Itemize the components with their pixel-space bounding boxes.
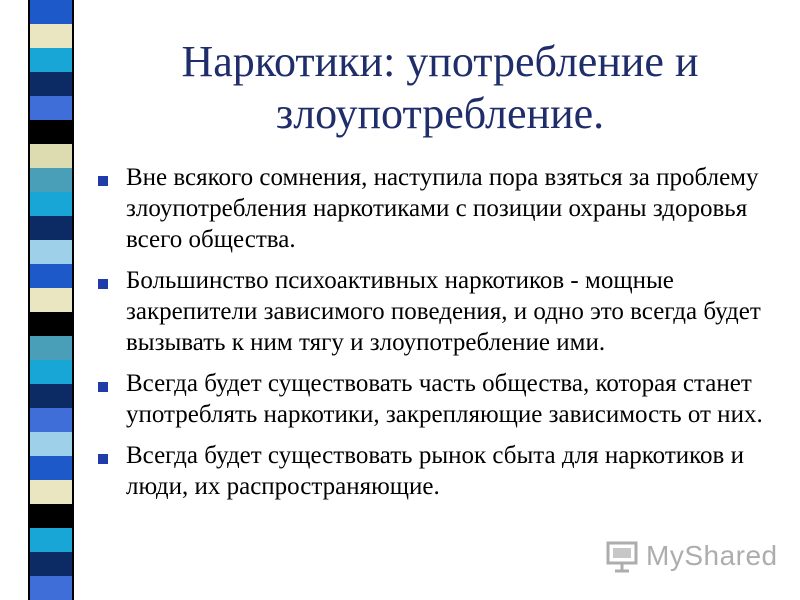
square-bullet-icon xyxy=(98,279,108,289)
stripe-segment xyxy=(30,120,72,144)
presentation-board-icon xyxy=(604,538,640,574)
stripe-segment xyxy=(30,0,72,24)
bullet-text: Вне всякого сомнения, наступила пора взяться за проблему злоупотребления наркотиками с позиции охраны здоровья всего общества. xyxy=(126,164,759,253)
stripe-segment xyxy=(30,576,72,600)
stripe-segment xyxy=(30,240,72,264)
stripe-segment xyxy=(30,72,72,96)
stripe-segment xyxy=(30,144,72,168)
stripe-segment xyxy=(30,48,72,72)
stripe-segment xyxy=(30,456,72,480)
bullet-text: Большинство психоактивных наркотиков - мощные закрепители зависимого поведения, и одно это всегда будет вызывать к ним тягу и злоупотребление ими. xyxy=(126,267,761,356)
stripe-segment xyxy=(30,480,72,504)
list-item xyxy=(98,440,788,502)
decorative-stripe-bar xyxy=(28,0,74,600)
stripe-segment xyxy=(30,408,72,432)
stripe-segment xyxy=(30,384,72,408)
square-bullet-icon xyxy=(98,382,108,392)
stripe-segment xyxy=(30,24,72,48)
stripe-segment xyxy=(30,168,72,192)
stripe-segment xyxy=(30,96,72,120)
stripe-segment xyxy=(30,504,72,528)
bullet-list xyxy=(98,162,788,512)
stripe-segment xyxy=(30,264,72,288)
bullet-text: Всегда будет существовать рынок сбыта для наркотиков и люди, их распространяющие. xyxy=(126,442,744,500)
stripe-segment xyxy=(30,288,72,312)
stripe-segment xyxy=(30,216,72,240)
stripe-segment xyxy=(30,192,72,216)
stripe-segment xyxy=(30,432,72,456)
watermark-text: MyShared xyxy=(646,540,778,571)
stripe-segment xyxy=(30,312,72,336)
watermark xyxy=(604,538,778,574)
slide-title: Наркотики: употребление и злоупотребление. xyxy=(181,37,699,138)
list-item xyxy=(98,162,788,255)
stripe-segment xyxy=(30,336,72,360)
stripe-segment xyxy=(30,360,72,384)
square-bullet-icon xyxy=(98,454,108,464)
stripe-segment xyxy=(30,552,72,576)
list-item xyxy=(98,368,788,430)
bullet-text: Всегда будет существовать часть общества, которая станет употреблять наркотики, закрепляющие зависимость от них. xyxy=(126,370,763,428)
stripe-segment xyxy=(30,528,72,552)
square-bullet-icon xyxy=(98,176,108,186)
list-item xyxy=(98,265,788,358)
